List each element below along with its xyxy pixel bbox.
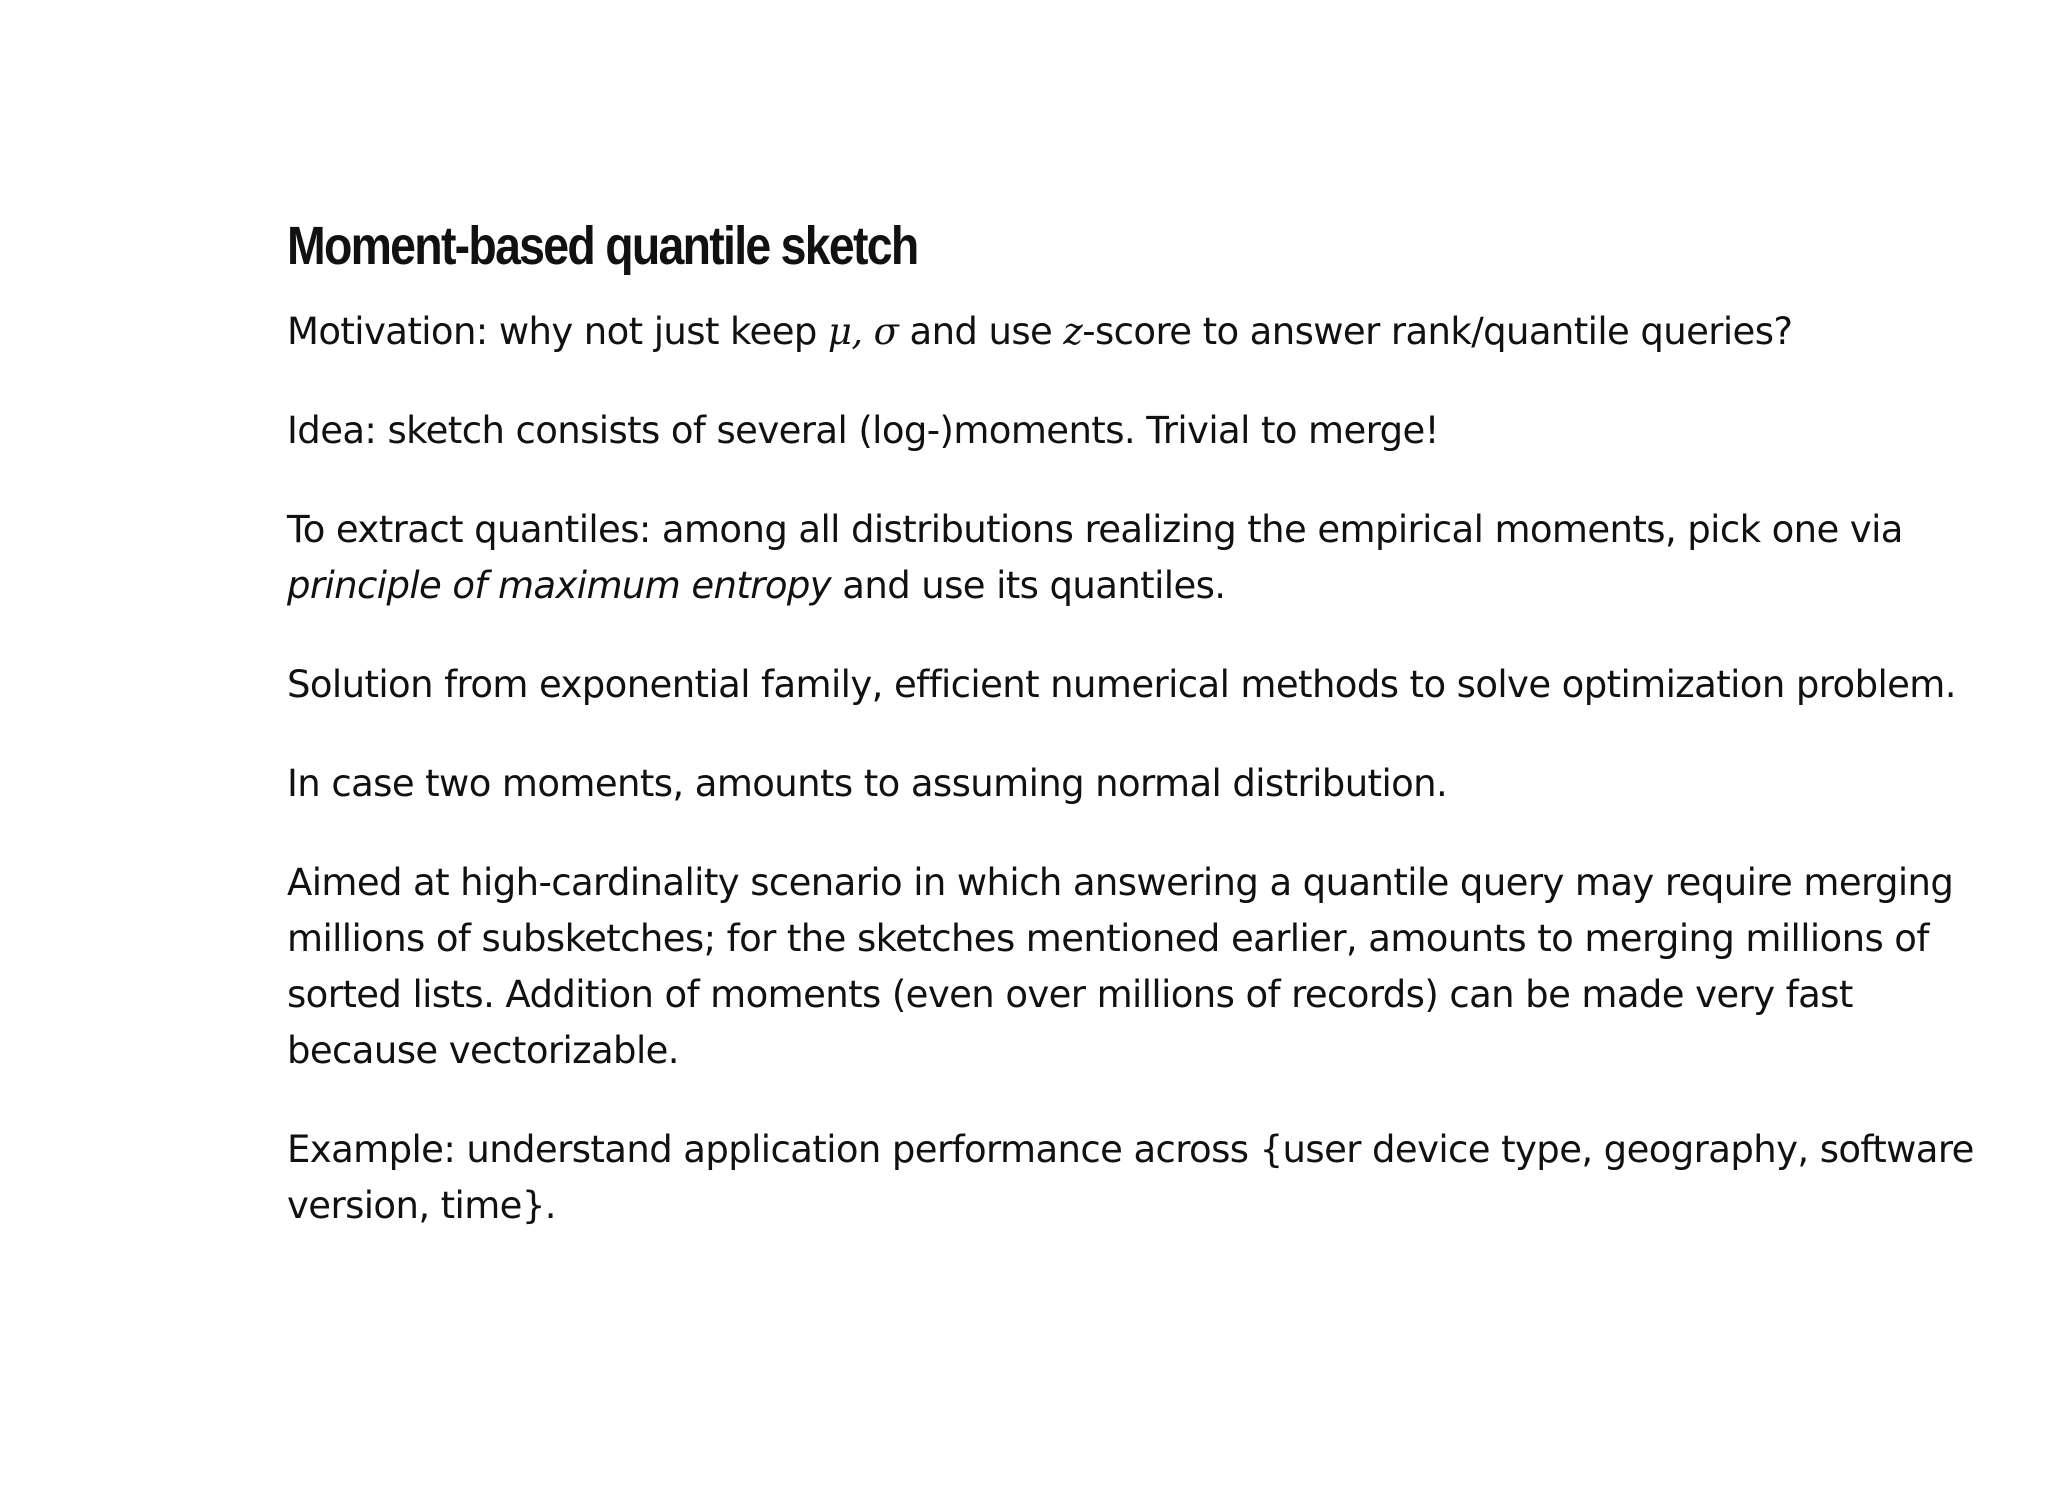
extract-prefix: To extract quantiles: among all distributions realizing the empirical moments, pick one via bbox=[287, 508, 1903, 551]
motivation-prefix: Motivation: why not just keep bbox=[287, 310, 828, 353]
math-z: z bbox=[1063, 310, 1083, 353]
paragraph-aimed: Aimed at high-cardinality scenario in which answering a quantile query may require merging millions of subsketches; for the sketches mentioned earlier, amounts to merging millions of sorted lists. Addition of moments (even over millions of records) can be made very fast because vectorizable. bbox=[287, 861, 1954, 1072]
math-mu-sigma: μ, σ bbox=[827, 310, 899, 353]
paragraph-extract bbox=[287, 502, 1987, 614]
extract-emphasis: principle of maximum entropy bbox=[287, 564, 832, 607]
paragraph-idea: Idea: sketch consists of several (log-)moments. Trivial to merge! bbox=[287, 409, 1439, 452]
extract-suffix: and use its quantiles. bbox=[831, 564, 1226, 607]
paragraph-motivation bbox=[287, 304, 1987, 360]
paragraph-solution: Solution from exponential family, efficient numerical methods to solve optimization problem. bbox=[287, 663, 1956, 706]
slide-title: Moment-based quantile sketch bbox=[287, 216, 918, 276]
paragraph-two-moments: In case two moments, amounts to assuming normal distribution. bbox=[287, 762, 1448, 805]
motivation-suffix: -score to answer rank/quantile queries? bbox=[1082, 310, 1793, 353]
paragraph-example: Example: understand application performance across {user device type, geography, software version, time}. bbox=[287, 1128, 1974, 1227]
slide-content bbox=[287, 214, 1987, 1277]
motivation-middle: and use bbox=[898, 310, 1064, 353]
